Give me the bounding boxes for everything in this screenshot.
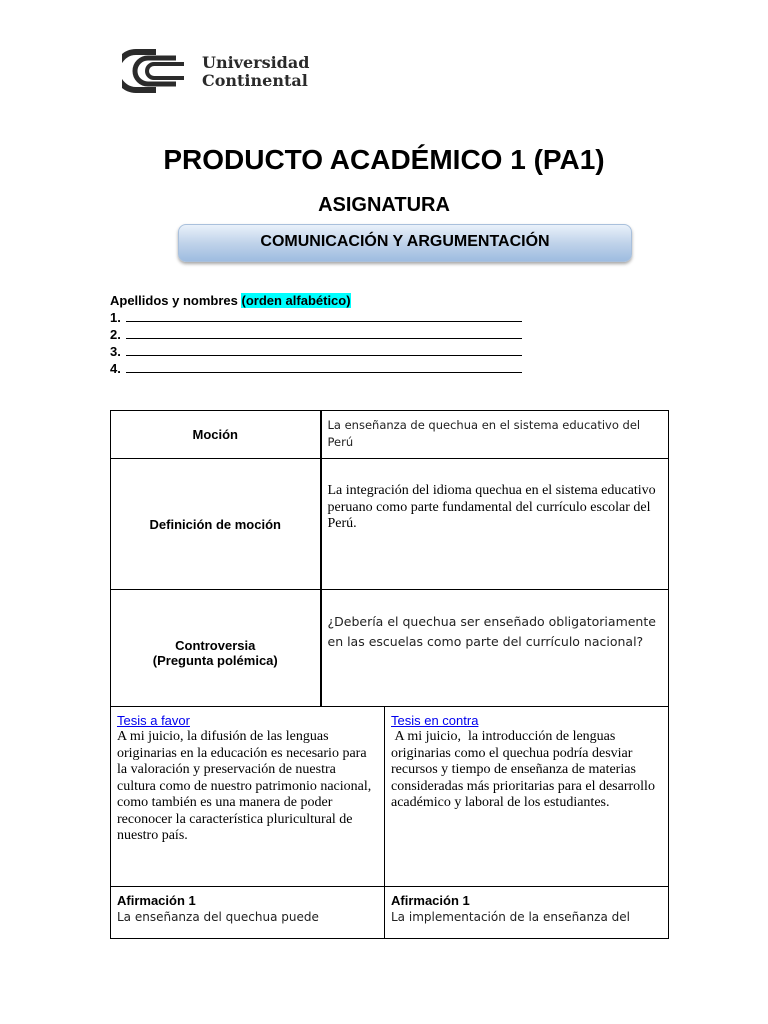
table-row [111, 707, 669, 887]
alphabetical-order-highlight: (orden alfabético) [241, 293, 351, 308]
definicion-label-cell [111, 459, 321, 590]
logo-line-1: Universidad [202, 53, 310, 72]
names-label-text: Apellidos y nombres [110, 293, 242, 308]
tesis-contra-cell [385, 707, 669, 887]
definicion-text-cell [321, 459, 669, 590]
table-row [111, 459, 669, 590]
name-number-3: 3. [110, 344, 125, 359]
mocion-text: La enseñanza de quechua en el sistema educativo del Perú [327, 418, 641, 449]
definicion-text: La integración del idioma quechua en el sistema educativo peruano como parte fundamental del currículo escolar del Perú. [327, 483, 656, 531]
afirmacion-contra-text: La implementación de la enseñanza del [391, 910, 630, 924]
name-blank-4[interactable] [126, 360, 522, 373]
logo-wordmark [202, 54, 309, 90]
tesis-favor-block [111, 707, 384, 845]
tesis-contra-link[interactable]: Tesis en contra [391, 713, 479, 728]
tesis-contra-text: A mi juicio, la introducción de lenguas originarias como el quechua podría desviar recursos y tiempo de enseñanza de materias consideradas más prioritarias para el desarrollo académico y laboral de los estudiantes. [391, 729, 659, 810]
document-title: PRODUCTO ACADÉMICO 1 (PA1) [163, 144, 605, 175]
controversia-sublabel: (Pregunta polémica) [152, 653, 278, 668]
name-line-1[interactable] [110, 309, 522, 326]
continental-logo-icon [122, 48, 192, 94]
name-blank-2[interactable] [126, 326, 522, 339]
motion-table [110, 410, 669, 939]
controversia-label-cell [111, 590, 321, 707]
subject-heading: ASIGNATURA [318, 194, 450, 216]
table-row [111, 887, 669, 939]
tesis-favor-cell [111, 707, 385, 887]
tesis-favor-text: A mi juicio, la difusión de las lenguas originarias en la educación es necesario para la valoración y preservación de nuestra cultura como de nuestro patrimonio nacional, como también es una manera de poder reconocer la característica pluricultural de nuestro país. [117, 729, 372, 843]
name-line-3[interactable] [110, 343, 522, 360]
mocion-label-cell [111, 411, 321, 459]
name-blank-3[interactable] [126, 343, 522, 356]
name-number-1: 1. [110, 310, 125, 325]
name-line-2[interactable] [110, 326, 522, 343]
tesis-favor-link[interactable]: Tesis a favor [117, 713, 190, 728]
controversia-label-group [111, 590, 320, 706]
controversia-text: ¿Debería el quechua ser enseñado obligatoriamente en las escuelas como parte del currículo nacional? [327, 614, 656, 649]
afirmacion-favor-cell [111, 887, 385, 939]
names-label [110, 292, 522, 309]
afirmacion-favor-title: Afirmación 1 [117, 893, 196, 908]
mocion-label: Moción [192, 427, 238, 442]
controversia-text-cell [321, 590, 669, 707]
logo-line-2: Continental [202, 71, 308, 90]
course-banner: COMUNICACIÓN Y ARGUMENTACIÓN [178, 224, 632, 262]
controversia-label: Controversia [175, 638, 256, 653]
afirmacion-contra-title: Afirmación 1 [391, 893, 470, 908]
afirmacion-contra-cell [385, 887, 669, 939]
table-row [111, 590, 669, 707]
name-number-4: 4. [110, 361, 125, 376]
table-row [111, 411, 669, 459]
definicion-label: Definición de moción [149, 516, 281, 532]
university-logo [122, 48, 322, 98]
name-number-2: 2. [110, 327, 125, 342]
mocion-text-cell [321, 411, 669, 459]
afirmacion-favor-text: La enseñanza del quechua puede [117, 910, 319, 924]
name-line-4[interactable] [110, 360, 522, 377]
student-names-block [110, 292, 522, 377]
name-blank-1[interactable] [126, 309, 522, 322]
tesis-contra-block [385, 707, 668, 812]
